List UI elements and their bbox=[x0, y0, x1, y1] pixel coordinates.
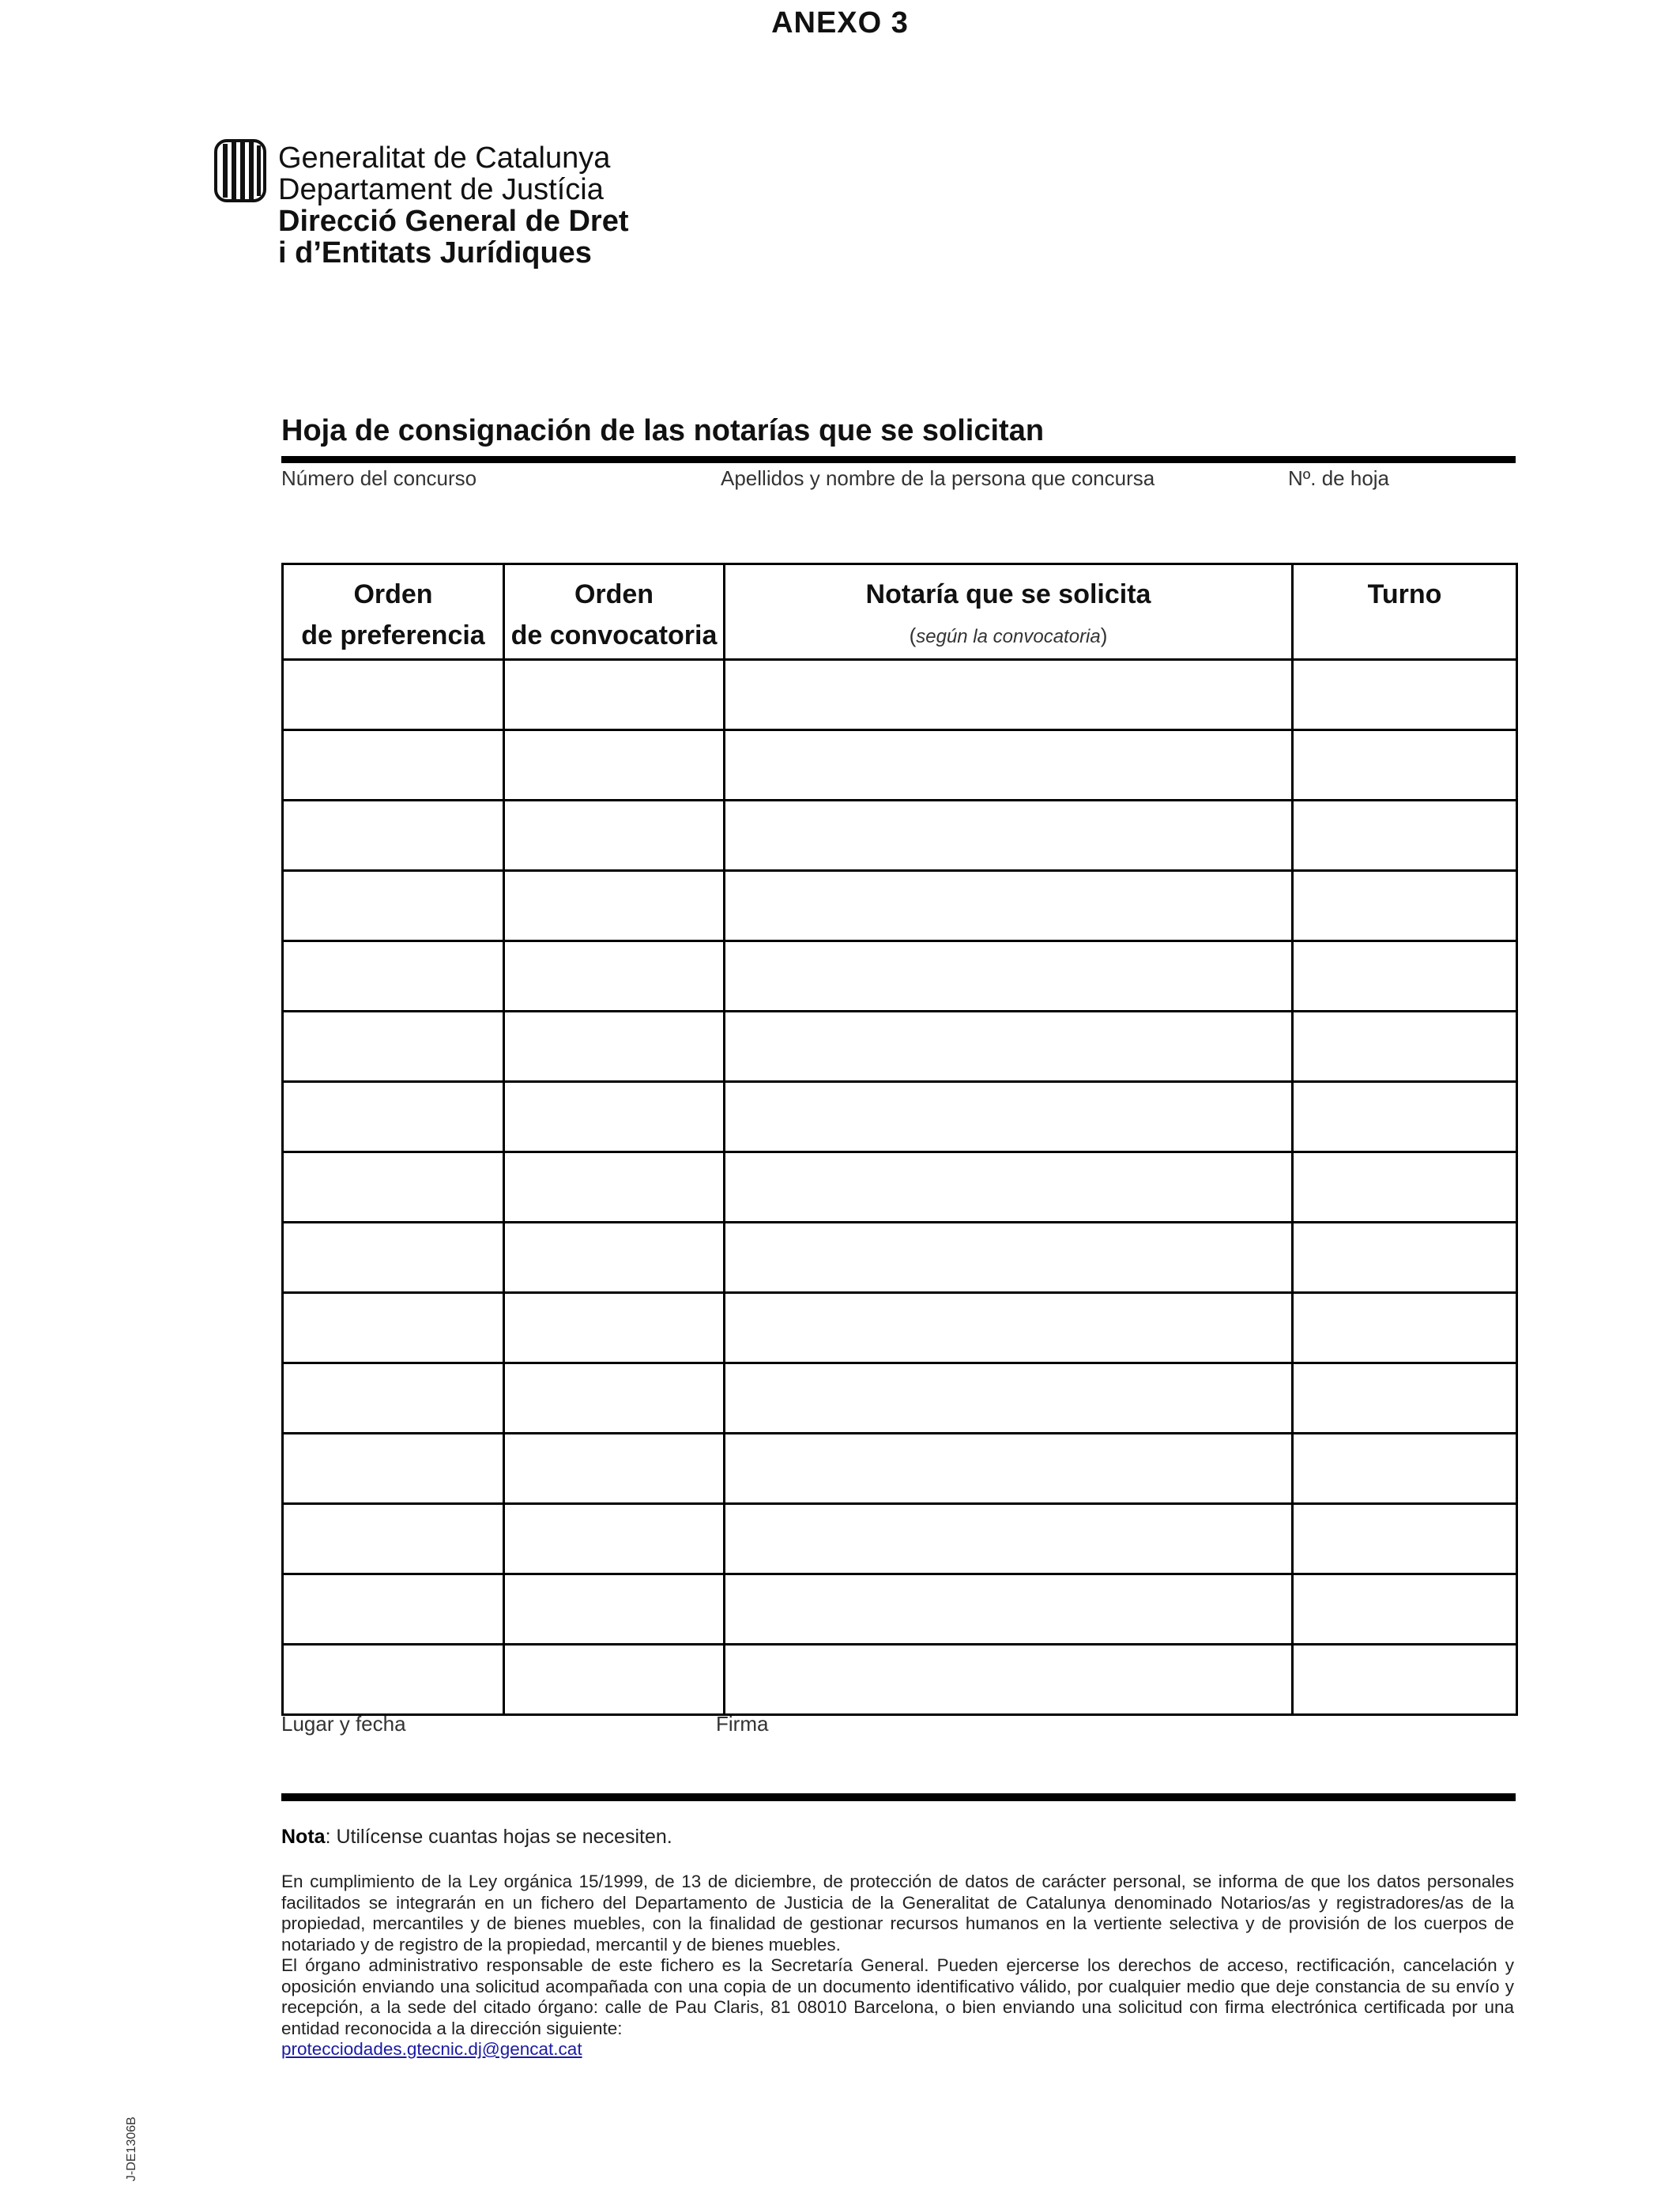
table-row bbox=[283, 871, 1517, 941]
applicant-name-label: Apellidos y nombre de la persona que concursa bbox=[721, 466, 1155, 490]
call-order-cell[interactable] bbox=[504, 1645, 725, 1715]
header-preference-order bbox=[283, 564, 504, 660]
notary-cell[interactable] bbox=[725, 1363, 1293, 1434]
notary-cell[interactable] bbox=[725, 801, 1293, 871]
table-row bbox=[283, 1363, 1517, 1434]
table-row bbox=[283, 1082, 1517, 1152]
call-order-cell[interactable] bbox=[504, 1012, 725, 1082]
contact-email-link[interactable]: protecciodades.gtecnic.dj@gencat.cat bbox=[281, 2039, 582, 2059]
header-call-line2: de convocatoria bbox=[510, 620, 718, 650]
call-order-cell[interactable] bbox=[504, 871, 725, 941]
turn-cell[interactable] bbox=[1293, 1574, 1517, 1645]
call-order-cell[interactable] bbox=[504, 1293, 725, 1363]
preference-order-cell[interactable] bbox=[283, 660, 504, 730]
turn-cell[interactable] bbox=[1293, 1152, 1517, 1223]
header-notary-subtitle: (según la convocatoria) bbox=[909, 624, 1108, 647]
call-order-cell[interactable] bbox=[504, 1082, 725, 1152]
table-row bbox=[283, 1152, 1517, 1223]
turn-cell[interactable] bbox=[1293, 660, 1517, 730]
call-order-cell[interactable] bbox=[504, 1152, 725, 1223]
note-label: Nota bbox=[281, 1826, 326, 1848]
call-order-cell[interactable] bbox=[504, 1434, 725, 1504]
turn-cell[interactable] bbox=[1293, 1504, 1517, 1574]
table-row bbox=[283, 1293, 1517, 1363]
table-row bbox=[283, 1434, 1517, 1504]
preference-order-cell[interactable] bbox=[283, 1082, 504, 1152]
turn-cell[interactable] bbox=[1293, 1293, 1517, 1363]
table-row bbox=[283, 1223, 1517, 1293]
preference-order-cell[interactable] bbox=[283, 1574, 504, 1645]
turn-cell[interactable] bbox=[1293, 1363, 1517, 1434]
preference-order-cell[interactable] bbox=[283, 871, 504, 941]
org-line-1: Generalitat de Catalunya bbox=[278, 141, 611, 175]
table-row bbox=[283, 1012, 1517, 1082]
legal-paragraph-2: El órgano administrativo responsable de este fichero es la Secretaría General. Pueden ejercerse los derechos de acceso, rectificación, cancelación y oposición enviando una solicitud acompañada con una copia de un documento identificativo válido, por cualquier medio que deje constancia de su envío y recepción, a la sede del citado órgano: calle de Pau Claris, 81 08010 Barcelona, o bien enviando una solicitud con firma electrónica certificada por una entidad reconocida a la dirección siguiente: bbox=[281, 1955, 1514, 2038]
preference-order-cell[interactable] bbox=[283, 1504, 504, 1574]
notary-cell[interactable] bbox=[725, 1293, 1293, 1363]
preference-order-cell[interactable] bbox=[283, 1434, 504, 1504]
annex-title: ANEXO 3 bbox=[771, 6, 909, 40]
preference-order-cell[interactable] bbox=[283, 801, 504, 871]
org-line-4: i d’Entitats Jurídiques bbox=[278, 236, 592, 270]
header-turn-line1: Turno bbox=[1367, 579, 1442, 609]
notary-cell[interactable] bbox=[725, 1082, 1293, 1152]
header-call-order bbox=[504, 564, 725, 660]
notary-cell[interactable] bbox=[725, 1012, 1293, 1082]
table-row bbox=[283, 660, 1517, 730]
call-order-cell[interactable] bbox=[504, 660, 725, 730]
org-line-3: Direcció General de Dret bbox=[278, 205, 629, 238]
call-order-cell[interactable] bbox=[504, 1363, 725, 1434]
header-call-line1: Orden bbox=[574, 579, 654, 609]
notary-cell[interactable] bbox=[725, 1504, 1293, 1574]
turn-cell[interactable] bbox=[1293, 1082, 1517, 1152]
notary-cell[interactable] bbox=[725, 730, 1293, 801]
call-order-cell[interactable] bbox=[504, 1504, 725, 1574]
notary-cell[interactable] bbox=[725, 1645, 1293, 1715]
header-notary-line1: Notaría que se solicita bbox=[865, 579, 1151, 609]
turn-cell[interactable] bbox=[1293, 1645, 1517, 1715]
table-header-row bbox=[283, 564, 1517, 660]
turn-cell[interactable] bbox=[1293, 1434, 1517, 1504]
call-order-cell[interactable] bbox=[504, 801, 725, 871]
note-text: : Utilícense cuantas hojas se necesiten. bbox=[325, 1826, 672, 1848]
place-date-label: Lugar y fecha bbox=[281, 1712, 406, 1736]
header-notary bbox=[725, 564, 1293, 660]
table-row bbox=[283, 801, 1517, 871]
organization-block bbox=[278, 142, 629, 269]
call-order-cell[interactable] bbox=[504, 1223, 725, 1293]
table-row bbox=[283, 1645, 1517, 1715]
contest-number-label: Número del concurso bbox=[281, 466, 477, 490]
preference-order-cell[interactable] bbox=[283, 941, 504, 1012]
notary-cell[interactable] bbox=[725, 1574, 1293, 1645]
note bbox=[281, 1826, 672, 1849]
form-code: J-DE1306B bbox=[125, 2117, 138, 2181]
notary-cell[interactable] bbox=[725, 1152, 1293, 1223]
turn-cell[interactable] bbox=[1293, 730, 1517, 801]
notary-cell[interactable] bbox=[725, 871, 1293, 941]
catalan-flag-emblem-icon bbox=[214, 139, 266, 202]
table-row bbox=[283, 941, 1517, 1012]
preference-order-cell[interactable] bbox=[283, 1645, 504, 1715]
turn-cell[interactable] bbox=[1293, 941, 1517, 1012]
signature-rule bbox=[281, 1793, 1516, 1801]
table-row bbox=[283, 1504, 1517, 1574]
notary-request-table bbox=[281, 563, 1518, 1716]
form-title: Hoja de consignación de las notarías que se solicitan bbox=[281, 414, 1045, 447]
turn-cell[interactable] bbox=[1293, 871, 1517, 941]
data-protection-notice bbox=[281, 1872, 1514, 2060]
turn-cell[interactable] bbox=[1293, 1012, 1517, 1082]
turn-cell[interactable] bbox=[1293, 801, 1517, 871]
title-rule bbox=[281, 456, 1516, 463]
notary-cell[interactable] bbox=[725, 1223, 1293, 1293]
legal-paragraph-1: En cumplimiento de la Ley orgánica 15/1999, de 13 de diciembre, de protección de datos de carácter personal, se informa de que los datos personales facilitados se integrarán en un fichero del Departamento de Justicia de la Generalitat de Catalunya denominado Notarios/as y registradores/as de la propiedad, mercantiles y de bienes muebles, con la finalidad de gestionar recursos humanos en la vertiente selectiva y de provisión de los cuerpos de notariado y de registro de la propiedad, mercantil y de bienes muebles. bbox=[281, 1872, 1514, 1955]
table-row bbox=[283, 730, 1517, 801]
signature-label: Firma bbox=[716, 1712, 769, 1736]
notary-cell[interactable] bbox=[725, 660, 1293, 730]
preference-order-cell[interactable] bbox=[283, 1363, 504, 1434]
header-preference-line2: de preferencia bbox=[301, 620, 485, 650]
table-row bbox=[283, 1574, 1517, 1645]
sheet-number-label: Nº. de hoja bbox=[1288, 466, 1390, 490]
header-preference-line1: Orden bbox=[353, 579, 433, 609]
call-order-cell[interactable] bbox=[504, 1574, 725, 1645]
preference-order-cell[interactable] bbox=[283, 1223, 504, 1293]
notary-cell[interactable] bbox=[725, 1434, 1293, 1504]
call-order-cell[interactable] bbox=[504, 730, 725, 801]
call-order-cell[interactable] bbox=[504, 941, 725, 1012]
header-turn bbox=[1293, 564, 1517, 660]
preference-order-cell[interactable] bbox=[283, 1293, 504, 1363]
turn-cell[interactable] bbox=[1293, 1223, 1517, 1293]
preference-order-cell[interactable] bbox=[283, 1152, 504, 1223]
preference-order-cell[interactable] bbox=[283, 1012, 504, 1082]
org-line-2: Departament de Justícia bbox=[278, 173, 604, 206]
preference-order-cell[interactable] bbox=[283, 730, 504, 801]
notary-cell[interactable] bbox=[725, 941, 1293, 1012]
